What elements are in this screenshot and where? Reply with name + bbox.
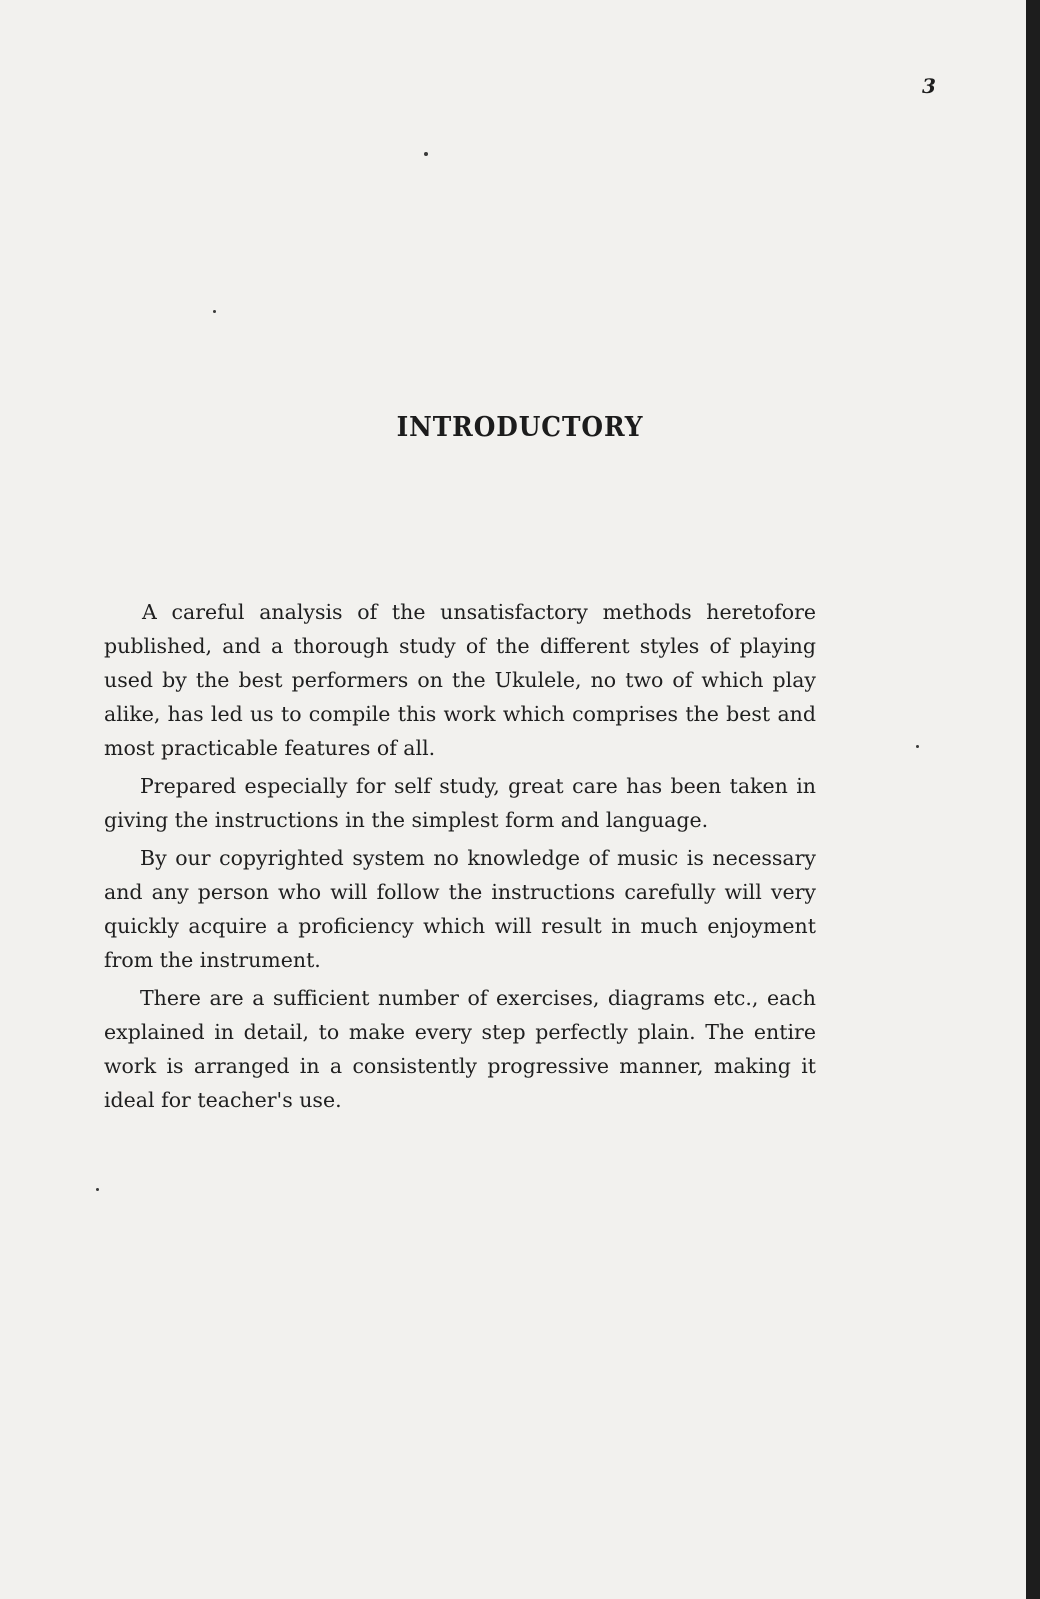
- paragraph-exercises: There are a sufficient number of exercises, diagrams etc., each explained in detail, to make every step perfectly plain. The entire work is arranged in a consistently progressive manner, making it ideal for teacher's use.: [104, 986, 816, 1112]
- introduction-body: [104, 595, 816, 1121]
- paragraph-analysis: A careful analysis of the unsatisfactory methods heretofore published, and a thorough study of the different styles of playing used by the best performers on the Ukulele, no two of which play alike, has led us to compile this work which comprises the best and most practicable features of all.: [104, 600, 816, 760]
- ink-speck: [213, 310, 216, 313]
- paragraph-copyrighted-system: By our copyrighted system no knowledge of music is necessary and any person who will follow the instructions carefully will very quickly acquire a proficiency which will result in much enjoyment from the instrument.: [104, 846, 816, 972]
- ink-speck: [96, 1188, 99, 1191]
- page-title: INTRODUCTORY: [396, 412, 644, 443]
- paragraph-self-study: Prepared especially for self study, great care has been taken in giving the instructions in the simplest form and language.: [104, 774, 816, 832]
- page-number: 3: [922, 74, 936, 98]
- ink-speck: [424, 152, 428, 156]
- page-edge-shadow: [1026, 0, 1040, 1599]
- ink-speck: [916, 745, 919, 748]
